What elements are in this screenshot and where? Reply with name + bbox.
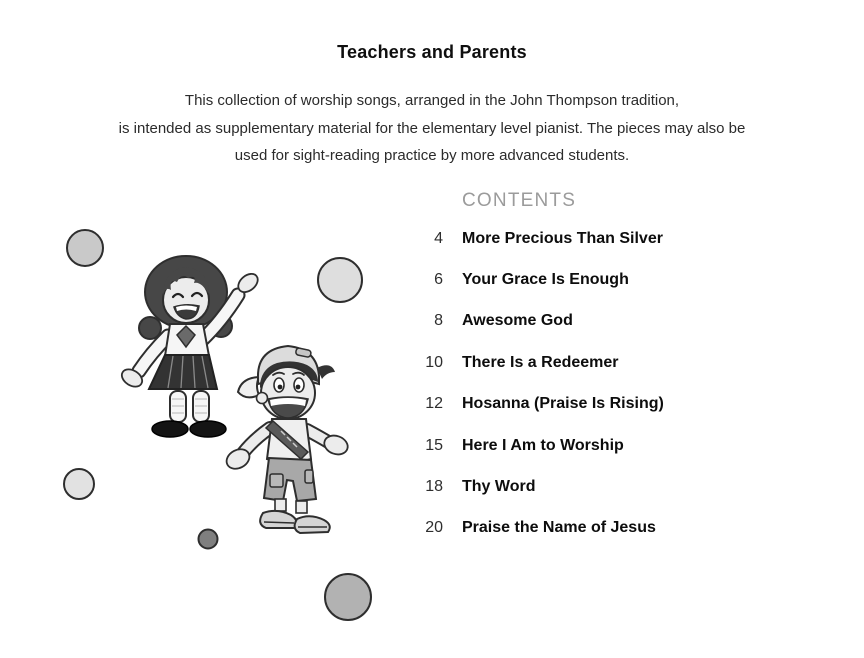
toc-song-title: Hosanna (Praise Is Rising) — [462, 395, 664, 413]
dot-circle-bottom-right — [325, 574, 371, 620]
toc-page-number: 6 — [434, 271, 443, 289]
toc-song-title: Thy Word — [462, 478, 536, 496]
toc-row — [423, 301, 753, 342]
boy-character — [223, 346, 350, 533]
toc-page-number: 18 — [425, 478, 443, 496]
toc-page-number: 10 — [425, 353, 443, 371]
toc-page-number: 15 — [425, 436, 443, 454]
toc-song-title: More Precious Than Silver — [462, 229, 663, 247]
contents-heading: CONTENTS — [462, 190, 577, 211]
toc-page-number: 4 — [434, 229, 443, 247]
toc-song-title: Awesome God — [462, 312, 573, 330]
dot-circle-small-dark — [199, 530, 218, 549]
toc-page-number: 8 — [434, 312, 443, 330]
contents-section — [423, 189, 753, 549]
toc-row — [423, 384, 753, 425]
toc-song-title: Here I Am to Worship — [462, 436, 624, 454]
dot-circle-bottom-left — [64, 469, 94, 499]
toc-row — [423, 342, 753, 383]
toc-page-number: 12 — [425, 395, 443, 413]
toc-row — [423, 466, 753, 507]
toc-page-number: 20 — [425, 519, 443, 537]
toc-row — [423, 425, 753, 466]
dot-circle-right — [318, 258, 362, 302]
intro-line-3: used for sight-reading practice by more advanced students. — [234, 147, 630, 164]
toc-row — [423, 508, 753, 549]
intro-line-2: is intended as supplementary material for the elementary level pianist. The pieces may also be — [118, 119, 746, 137]
dot-circle-top-left — [67, 230, 103, 266]
toc-song-title: Your Grace Is Enough — [462, 271, 629, 289]
toc-song-title: Praise the Name of Jesus — [462, 519, 656, 537]
toc-row — [423, 259, 753, 300]
contents-list — [423, 218, 753, 549]
intro-line-1: This collection of worship songs, arranged in the John Thompson tradition, — [184, 92, 680, 109]
toc-row — [423, 218, 753, 259]
page-title: Teachers and Parents — [337, 42, 527, 62]
girl-character — [119, 256, 262, 437]
toc-song-title: There Is a Redeemer — [462, 353, 619, 371]
